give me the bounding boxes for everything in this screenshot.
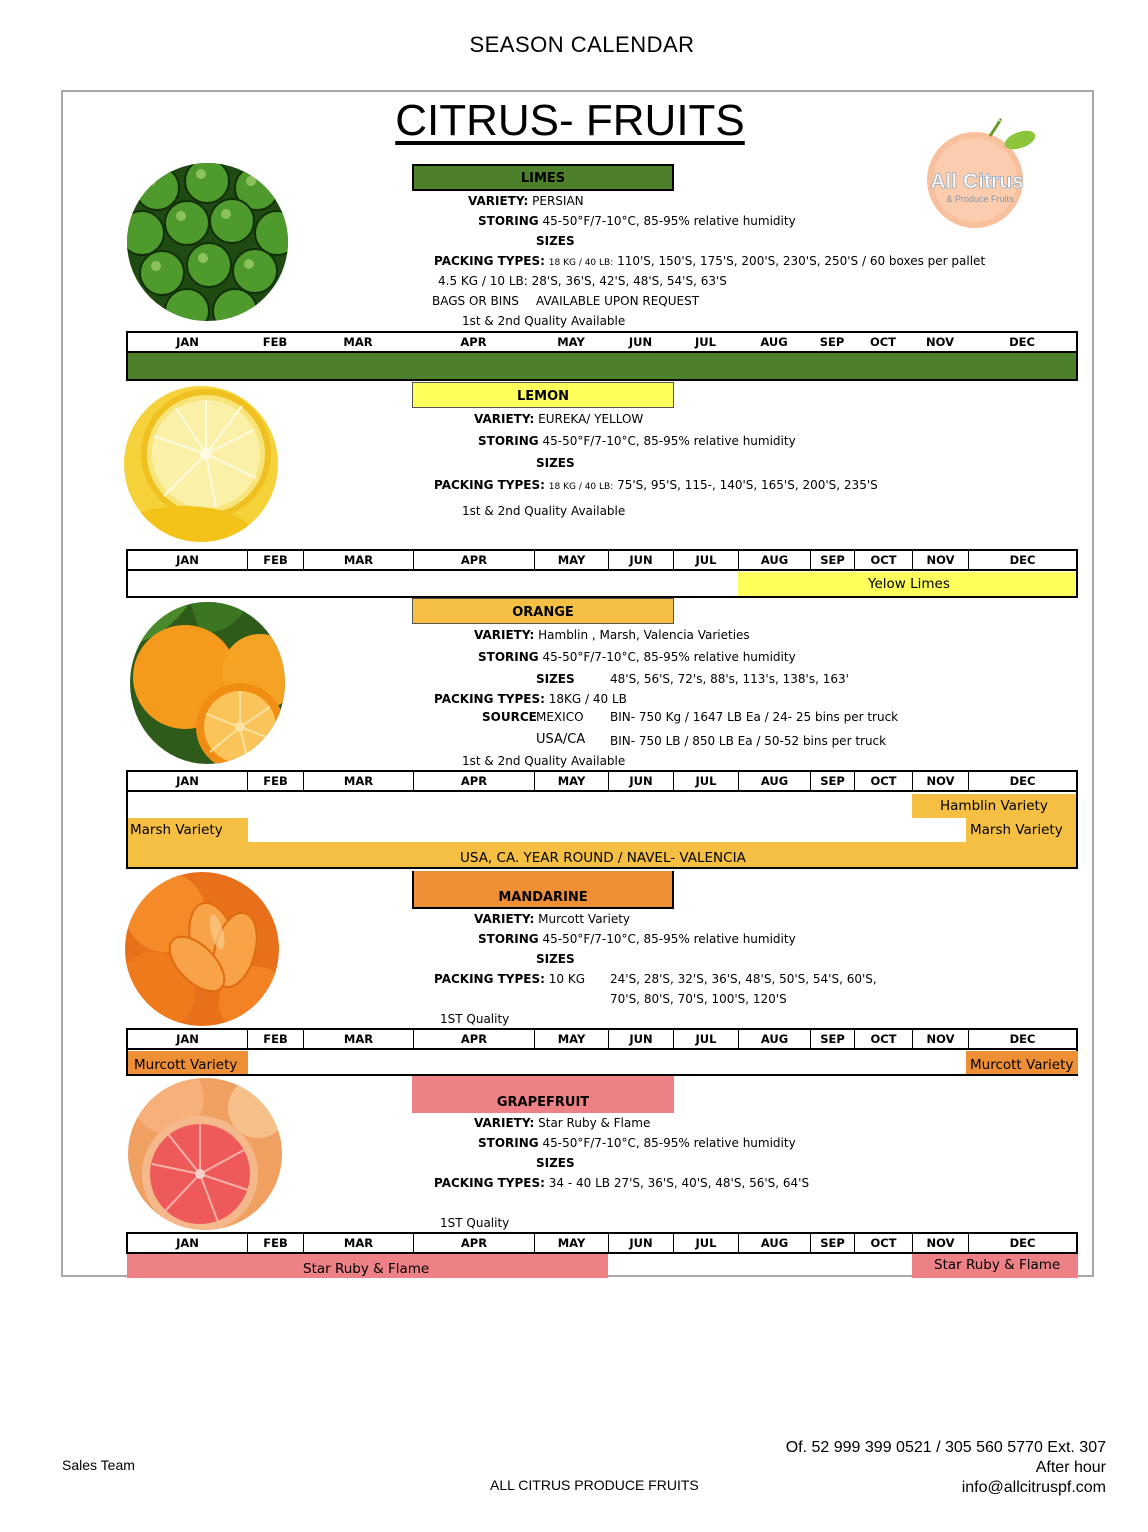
month-label: OCT — [854, 1234, 912, 1252]
orange-month-row — [126, 770, 1078, 792]
month-label: FEB — [247, 1234, 303, 1252]
limes-variety-label: VARIETY: — [468, 194, 529, 208]
month-label: NOV — [912, 551, 968, 569]
orange-source-usa-detail: BIN- 750 LB / 850 LB Ea / 50-52 bins per truck — [610, 734, 887, 748]
footer-company: ALL CITRUS PRODUCE FRUITS — [490, 1477, 699, 1493]
month-label: JUN — [628, 335, 653, 349]
orange-hamblin-bar: Hamblin Variety — [912, 794, 1076, 818]
month-label: DEC — [968, 1030, 1076, 1048]
month-label: SEP — [810, 551, 854, 569]
limes-variety: PERSIAN — [532, 194, 584, 208]
orange-source-mexico-detail: BIN- 750 Kg / 1647 LB Ea / 24- 25 bins per truck — [610, 710, 899, 724]
month-label: JAN — [176, 553, 199, 567]
footer-sales-team: Sales Team — [62, 1457, 135, 1473]
orange-packing-label: PACKING TYPES: — [434, 692, 545, 706]
limes-bags: AVAILABLE UPON REQUEST — [536, 294, 700, 308]
mandarine-storing: 45-50°F/7-10°C, 85-95% relative humidity — [542, 932, 796, 946]
month-label: OCT — [869, 335, 897, 349]
mandarine-bar-right: Murcott Variety — [966, 1051, 1078, 1074]
main-title: CITRUS- FRUITS — [395, 96, 745, 145]
limes-alt-label: 4.5 KG / 10 LB: — [438, 274, 528, 288]
month-label: MAY — [534, 551, 608, 569]
limes-alt-sizes: 28'S, 36'S, 42'S, 48'S, 54'S, 63'S — [531, 274, 727, 288]
month-label: AUG — [760, 335, 788, 349]
month-label: OCT — [854, 551, 912, 569]
limes-storing-label: STORING — [478, 214, 539, 228]
grapefruit-storing-label: STORING — [478, 1136, 539, 1150]
orange-packing: 18KG / 40 LB — [548, 692, 627, 706]
grapefruit-quality: 1ST Quality — [440, 1216, 510, 1230]
month-label: JUL — [673, 551, 738, 569]
grapefruit-sizes-label: SIZES — [536, 1156, 575, 1170]
month-label: APR — [413, 772, 534, 790]
month-label: MAR — [343, 335, 373, 349]
mandarine-season-box — [126, 1050, 1078, 1076]
orange-sizes: 48'S, 56'S, 72's, 88's, 113's, 138's, 163' — [610, 672, 849, 686]
orange-source-mexico: MEXICO — [536, 710, 584, 724]
month-label: APR — [460, 335, 487, 349]
orange-usa-bar: USA, CA. YEAR ROUND / NAVEL- VALENCIA — [128, 842, 1076, 867]
orange-variety: Hamblin , Marsh, Valencia Varieties — [538, 628, 750, 642]
mandarine-packing-sizes-2: 70'S, 80'S, 70'S, 100'S, 120'S — [610, 992, 787, 1006]
month-label: FEB — [247, 772, 303, 790]
orange-marsh-bar-left: Marsh Variety — [128, 818, 248, 842]
month-label: DEC — [968, 772, 1076, 790]
month-label: MAR — [303, 1030, 413, 1048]
lemon-storing: 45-50°F/7-10°C, 85-95% relative humidity — [542, 434, 796, 448]
lemon-month-row — [126, 549, 1078, 571]
month-label: JUN — [608, 772, 673, 790]
mandarine-packing-sizes-1: 24'S, 28'S, 32'S, 36'S, 48'S, 50'S, 54'S, 60'S, — [610, 972, 877, 986]
month-label: OCT — [854, 772, 912, 790]
month-label: DEC — [968, 551, 1076, 569]
month-label: SEP — [810, 1234, 854, 1252]
orange-storing: 45-50°F/7-10°C, 85-95% relative humidity — [542, 650, 796, 664]
mandarine-header: MANDARINE — [412, 871, 674, 909]
month-label: JUL — [673, 772, 738, 790]
month-label: AUG — [738, 551, 810, 569]
lemon-season-bar: Yelow Limes — [738, 572, 1076, 596]
mandarine-sizes-label: SIZES — [536, 952, 575, 966]
limes-sizes-label: SIZES — [536, 234, 575, 248]
month-label: APR — [413, 1030, 534, 1048]
grapefruit-packing: 34 - 40 LB — [548, 1176, 610, 1190]
month-label: MAR — [303, 772, 413, 790]
month-label: APR — [413, 1234, 534, 1252]
limes-packing-sizes: 110'S, 150'S, 175'S, 200'S, 230'S, 250'S / 60 boxes per pallet — [617, 254, 986, 268]
month-label: JAN — [176, 774, 199, 788]
month-label: MAR — [303, 1234, 413, 1252]
month-label: JUL — [695, 335, 716, 349]
limes-storing: 45-50°F/7-10°C, 85-95% relative humidity — [542, 214, 796, 228]
lemon-packing-sizes: 75'S, 95'S, 115-, 140'S, 165'S, 200'S, 235'S — [617, 478, 878, 492]
grapefruit-bar-left: Star Ruby & Flame — [127, 1254, 608, 1278]
month-label: DEC — [968, 1234, 1076, 1252]
limes-photo — [127, 163, 288, 321]
month-label: MAY — [557, 335, 585, 349]
month-label: MAY — [534, 1030, 608, 1048]
footer-after-hour: After hour — [1035, 1459, 1106, 1476]
lemon-packing-unit: 18 KG / 40 LB: — [548, 482, 614, 492]
orange-source-usa: USA/CA — [536, 732, 586, 747]
orange-marsh-bar-right: Marsh Variety — [966, 818, 1076, 842]
month-label: NOV — [912, 1030, 968, 1048]
mandarine-packing-label: PACKING TYPES: — [434, 972, 545, 986]
lemon-variety-label: VARIETY: — [474, 412, 535, 426]
limes-quality: 1st & 2nd Quality Available — [462, 314, 626, 328]
month-label: APR — [413, 551, 534, 569]
limes-bags-label: BAGS OR BINS — [432, 294, 519, 308]
grapefruit-packing-sizes: 27'S, 36'S, 40'S, 48'S, 56'S, 64'S — [613, 1176, 810, 1190]
grapefruit-header: GRAPEFRUIT — [412, 1076, 674, 1113]
orange-quality: 1st & 2nd Quality Available — [462, 754, 626, 768]
month-label: JAN — [176, 1236, 199, 1250]
grapefruit-bar-right: Star Ruby & Flame — [912, 1254, 1078, 1278]
mandarine-photo — [125, 872, 279, 1026]
limes-packing-label: PACKING TYPES: — [434, 254, 545, 268]
limes-header: LIMES — [412, 164, 674, 191]
limes-season-bar — [126, 353, 1078, 381]
mandarine-bar-left: Murcott Variety — [128, 1051, 248, 1074]
lemon-packing-label: PACKING TYPES: — [434, 478, 545, 492]
month-label: JAN — [176, 335, 199, 349]
lemon-quality: 1st & 2nd Quality Available — [462, 504, 626, 518]
month-label: SEP — [819, 335, 845, 349]
orange-photo — [130, 602, 285, 764]
mandarine-storing-label: STORING — [478, 932, 539, 946]
month-label: FEB — [262, 335, 288, 349]
month-label: SEP — [810, 1030, 854, 1048]
footer-email[interactable]: info@allcitruspf.com — [961, 1479, 1106, 1496]
limes-packing-unit: 18 KG / 40 LB: — [548, 258, 614, 268]
month-label: OCT — [854, 1030, 912, 1048]
grapefruit-photo — [128, 1078, 282, 1230]
mandarine-month-row — [126, 1028, 1078, 1050]
month-label: JUL — [673, 1234, 738, 1252]
logo-subtext: & Produce Fruits — [946, 194, 1014, 204]
limes-month-row — [126, 331, 1078, 353]
orange-header: ORANGE — [412, 598, 674, 624]
month-label: AUG — [738, 772, 810, 790]
grapefruit-variety: Star Ruby & Flame — [538, 1116, 651, 1130]
grapefruit-month-row — [126, 1232, 1078, 1254]
lemon-sizes-label: SIZES — [536, 456, 575, 470]
month-label: JUN — [608, 1030, 673, 1048]
month-label: AUG — [738, 1030, 810, 1048]
mandarine-variety: Murcott Variety — [538, 912, 631, 926]
grapefruit-storing: 45-50°F/7-10°C, 85-95% relative humidity — [542, 1136, 796, 1150]
month-label: NOV — [912, 772, 968, 790]
mandarine-packing: 10 KG — [548, 972, 586, 986]
month-label: JUN — [608, 1234, 673, 1252]
orange-variety-label: VARIETY: — [474, 628, 535, 642]
logo-text: All Citrus — [930, 170, 1024, 193]
month-label: JAN — [176, 1032, 199, 1046]
month-label: DEC — [1009, 335, 1035, 349]
month-label: FEB — [247, 1030, 303, 1048]
month-label: NOV — [926, 335, 954, 349]
month-label: MAY — [534, 772, 608, 790]
orange-sizes-label: SIZES — [536, 672, 575, 686]
month-label: MAY — [534, 1234, 608, 1252]
month-label: JUN — [608, 551, 673, 569]
month-label: FEB — [247, 551, 303, 569]
mandarine-quality: 1ST Quality — [440, 1012, 510, 1026]
month-label: MAR — [303, 551, 413, 569]
month-label: JUL — [673, 1030, 738, 1048]
company-logo — [920, 118, 1040, 230]
grapefruit-packing-label: PACKING TYPES: — [434, 1176, 545, 1190]
grapefruit-variety-label: VARIETY: — [474, 1116, 535, 1130]
lemon-header: LEMON — [412, 382, 674, 408]
orange-storing-label: STORING — [478, 650, 539, 664]
page-title: SEASON CALENDAR — [469, 32, 695, 57]
lemon-variety: EUREKA/ YELLOW — [538, 412, 644, 426]
month-label: SEP — [810, 772, 854, 790]
month-label: NOV — [912, 1234, 968, 1252]
lemon-storing-label: STORING — [478, 434, 539, 448]
footer-phone: Of. 52 999 399 0521 / 305 560 5770 Ext. 307 — [785, 1439, 1106, 1456]
mandarine-variety-label: VARIETY: — [474, 912, 535, 926]
month-label: AUG — [738, 1234, 810, 1252]
lemon-photo — [124, 386, 278, 542]
orange-source-label: SOURCE — [482, 710, 537, 724]
